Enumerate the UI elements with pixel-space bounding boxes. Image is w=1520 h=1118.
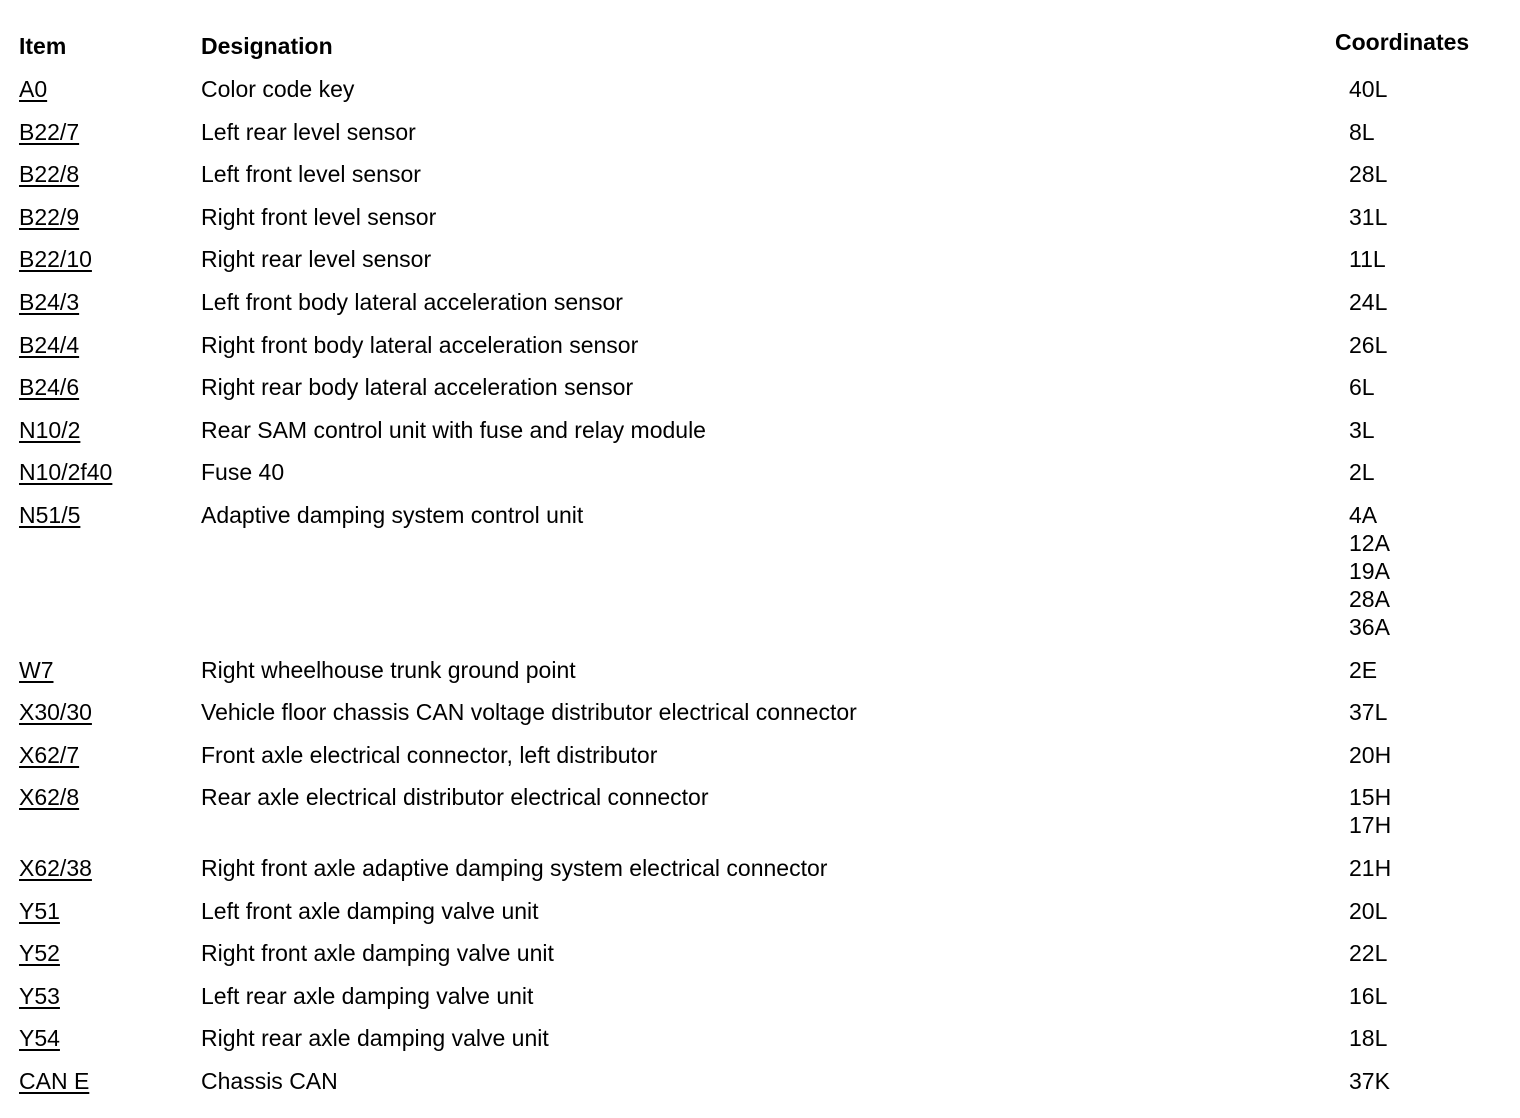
coordinate-value: 2E [1349,656,1378,683]
coordinates-cell [1349,458,1375,486]
table-row [0,458,1520,501]
header-coordinates: Coordinates [1335,29,1470,55]
coordinate-value: 24L [1349,288,1388,315]
table-row [0,288,1520,331]
coordinate-value: 37L [1349,699,1388,726]
item-link[interactable]: Y52 [19,940,60,967]
table-row [0,245,1520,288]
coordinate-value: 19A [1349,557,1390,584]
coordinate-value: 16L [1349,982,1388,1009]
item-link[interactable]: Y54 [19,1025,60,1052]
coordinate-value: 17H [1349,812,1392,839]
coordinate-value: 3L [1349,416,1375,443]
table-row [0,982,1520,1025]
header-designation: Designation [201,33,333,59]
coordinate-value: 11L [1349,246,1386,273]
coordinate-value: 8L [1349,118,1375,145]
coordinate-value: 26L [1349,331,1388,358]
coordinates-cell [1349,656,1377,684]
item-link[interactable]: CAN E [19,1067,90,1094]
item-link[interactable]: Y51 [19,897,60,924]
coordinates-cell [1349,1067,1390,1095]
designation-text: Left rear level sensor [201,118,416,145]
designation-text: Right front axle damping valve unit [201,940,554,967]
item-link[interactable]: B24/3 [19,288,80,315]
coordinates-cell [1349,118,1375,146]
table-body [0,75,1520,1109]
table-row [0,741,1520,784]
designation-text: Rear axle electrical distributor electrical connector [201,784,709,811]
coordinates-cell [1349,373,1375,401]
coordinates-cell [1349,75,1387,103]
designation-text: Right wheelhouse trunk ground point [201,656,576,683]
coordinate-value: 18L [1349,1025,1388,1052]
item-link[interactable]: X62/8 [19,784,80,811]
table-row [0,854,1520,897]
coordinate-value: 28L [1349,161,1388,188]
table-row [0,373,1520,416]
table-row [0,416,1520,459]
designation-text: Adaptive damping system control unit [201,501,584,528]
coordinate-value: 36A [1349,613,1390,640]
coordinate-value: 21H [1349,854,1392,881]
item-link[interactable]: B22/8 [19,161,80,188]
designation-text: Right front axle adaptive damping system electrical connector [201,854,828,881]
coordinates-cell [1349,897,1387,925]
coordinate-value: 22L [1349,940,1388,967]
coordinates-cell [1349,1024,1387,1052]
item-link[interactable]: X30/30 [19,699,92,726]
coordinates-cell [1349,203,1387,231]
designation-text: Right rear body lateral acceleration sensor [201,374,634,401]
table-row [0,501,1520,656]
item-link[interactable]: N10/2 [19,416,81,443]
item-link[interactable]: N10/2f40 [19,459,113,486]
coordinate-value: 28A [1349,585,1390,612]
coordinates-cell [1349,783,1391,839]
header-item: Item [19,33,67,59]
coordinate-value: 37K [1349,1067,1390,1094]
item-link[interactable]: A0 [19,76,48,102]
item-link[interactable]: X62/7 [19,741,80,768]
designation-text: Right front level sensor [201,203,437,230]
coordinates-cell [1349,416,1375,444]
table-row [0,783,1520,854]
table-row [0,939,1520,982]
coordinate-value: 6L [1349,374,1375,401]
designation-text: Color code key [201,76,355,102]
item-link[interactable]: B22/10 [19,246,92,273]
coordinates-cell [1349,245,1386,273]
table-row [0,203,1520,246]
designation-text: Left front body lateral acceleration sensor [201,288,623,315]
designation-text: Left front axle damping valve unit [201,897,539,924]
table-row [0,118,1520,161]
item-link[interactable]: B24/6 [19,374,80,401]
item-link[interactable]: N51/5 [19,501,81,528]
coordinate-value: 15H [1349,784,1392,811]
designation-text: Vehicle floor chassis CAN voltage distributor electrical connector [201,699,857,726]
coordinate-value: 40L [1349,76,1388,102]
table-row [0,656,1520,699]
designation-text: Right rear axle damping valve unit [201,1025,549,1052]
coordinate-value: 20L [1349,897,1388,924]
coordinate-value: 4A [1349,501,1378,528]
table-row [0,331,1520,374]
table-row [0,897,1520,940]
item-link[interactable]: B22/9 [19,203,80,230]
table-row [0,160,1520,203]
coordinates-cell [1349,331,1387,359]
coordinates-cell [1349,741,1391,769]
coordinates-cell [1349,982,1387,1010]
designation-text: Right front body lateral acceleration sensor [201,331,639,358]
designation-text: Fuse 40 [201,459,285,486]
item-link[interactable]: Y53 [19,982,60,1009]
item-link[interactable]: W7 [19,656,54,683]
designation-text: Front axle electrical connector, left distributor [201,741,658,768]
coordinates-cell [1349,698,1387,726]
table-row [0,1024,1520,1067]
table-row [0,698,1520,741]
coordinates-cell [1349,160,1387,188]
item-link[interactable]: X62/38 [19,854,92,881]
table-row [0,1067,1520,1110]
coordinate-value: 12A [1349,529,1390,556]
designation-text: Rear SAM control unit with fuse and relay module [201,416,706,443]
designation-text: Left rear axle damping valve unit [201,982,534,1009]
coordinates-cell [1349,288,1387,316]
item-link[interactable]: B22/7 [19,118,80,145]
coordinates-cell [1349,939,1387,967]
coordinate-value: 20H [1349,741,1392,768]
coordinates-cell [1349,501,1390,641]
item-link[interactable]: B24/4 [19,331,80,358]
designation-text: Left front level sensor [201,161,421,188]
coordinate-value: 31L [1349,203,1388,230]
designation-text: Right rear level sensor [201,246,432,273]
coordinates-cell [1349,854,1391,882]
coordinate-value: 2L [1349,459,1375,486]
table-row [0,75,1520,118]
table-header [0,29,1520,63]
designation-text: Chassis CAN [201,1067,338,1094]
